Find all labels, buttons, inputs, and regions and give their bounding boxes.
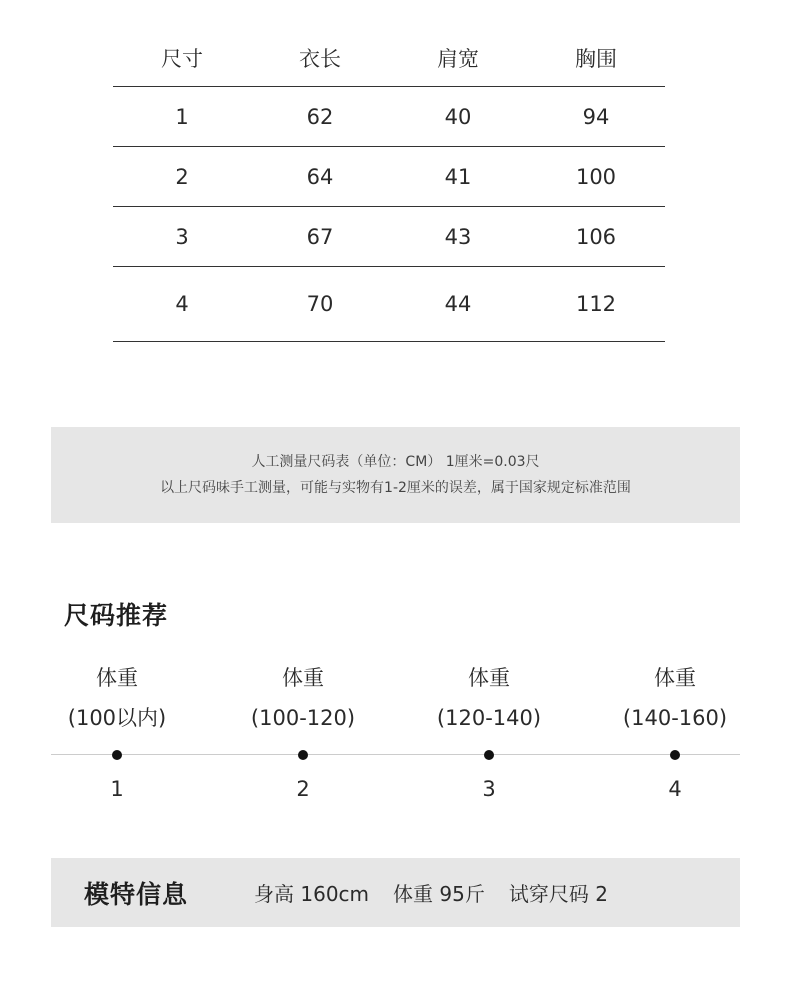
cell-shoulder: 43 [444,224,472,249]
cell-shoulder: 44 [444,292,472,316]
model-info-bar [51,858,740,927]
cell-length: 70 [306,292,334,316]
recommend-size: 2 [296,777,310,801]
note-line-disclaimer: 以上尺码味手工测量，可能与实物有1-2厘米的误差，属于国家规定标准范围 [160,480,631,496]
table-row [113,267,665,342]
model-weight: 体重 95斤 [393,882,485,906]
timeline-dot [670,750,680,760]
weight-label: 体重 [96,666,138,690]
table-header-row [113,30,665,87]
cell-shoulder: 41 [444,164,472,189]
header-size: 尺寸 [161,47,203,71]
cell-size: 1 [175,104,189,129]
cell-length: 62 [306,104,334,129]
model-info-title: 模特信息 [84,879,189,909]
cell-chest: 94 [582,104,610,129]
weight-range: (120-140) [436,706,542,730]
table-row [113,207,665,267]
recommend-item [27,664,207,802]
header-length: 衣长 [299,47,341,71]
model-height: 身高 160cm [254,882,370,906]
timeline-dot [298,750,308,760]
note-line-unit: 人工测量尺码表（单位：CM） 1厘米=0.03尺 [251,454,540,470]
weight-label: 体重 [468,666,510,690]
cell-length: 64 [306,164,334,189]
timeline-dot [112,750,122,760]
recommend-title: 尺码推荐 [64,601,169,630]
header-chest: 胸围 [575,47,617,71]
cell-size: 3 [175,224,189,249]
recommend-item [399,664,579,802]
weight-label: 体重 [654,666,696,690]
recommend-size: 3 [482,777,496,801]
weight-range: (100以内) [67,706,167,730]
weight-range: (100-120) [250,706,356,730]
weight-label: 体重 [282,666,324,690]
measurement-note [51,427,740,523]
table-row [113,87,665,147]
recommend-size: 4 [668,777,682,801]
cell-size: 2 [175,164,189,189]
cell-chest: 106 [575,224,617,249]
cell-chest: 112 [575,292,617,316]
cell-chest: 100 [575,164,617,189]
table-row [113,147,665,207]
header-shoulder: 肩宽 [437,47,479,71]
cell-shoulder: 40 [444,104,472,129]
cell-length: 67 [306,224,334,249]
cell-size: 4 [175,292,189,316]
recommend-item [585,664,765,802]
model-size: 试穿尺码 2 [508,882,608,906]
timeline-dot [484,750,494,760]
recommend-item [213,664,393,802]
size-table [113,30,665,342]
weight-range: (140-160) [622,706,728,730]
recommend-size: 1 [110,777,124,801]
